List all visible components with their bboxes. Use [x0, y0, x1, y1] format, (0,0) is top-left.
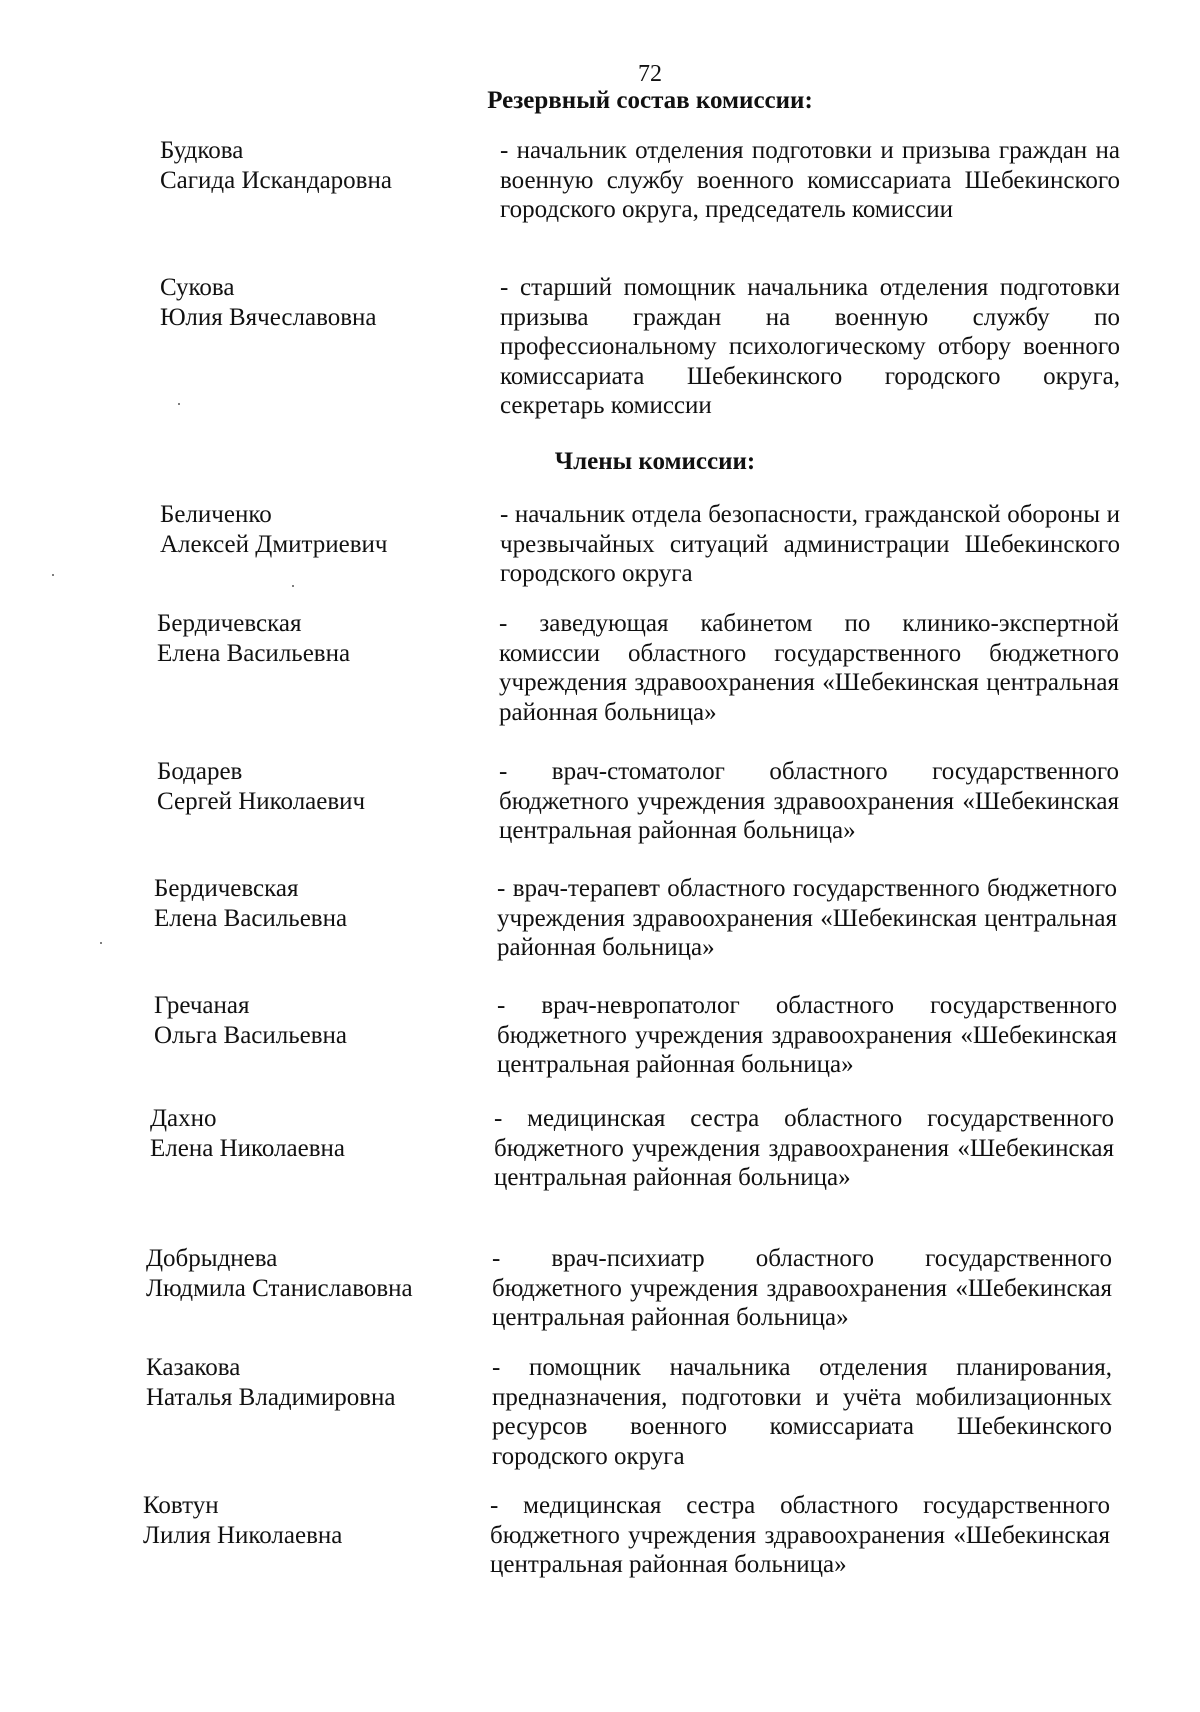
person-name	[146, 1244, 466, 1304]
person-name	[160, 500, 480, 560]
given-names: Сергей Николаевич	[157, 788, 366, 815]
given-names: Сагида Искандаровна	[160, 167, 392, 194]
person-name	[143, 1491, 463, 1551]
scan-speck	[52, 574, 54, 576]
given-names: Елена Васильевна	[157, 640, 351, 667]
position-description: - врач-терапевт областного государственного бюджетного учреждения здравоохранения «Шебекинская центральная районная больница»	[497, 875, 1117, 961]
surname: Бердичевская	[154, 875, 299, 902]
position-description: - заведующая кабинетом по клинико-экспертной комиссии областного государственного бюджетного учреждения здравоохранения «Шебекинская центральная районная больница»	[499, 610, 1119, 726]
person-name	[160, 273, 480, 333]
surname: Ковтун	[143, 1492, 219, 1519]
position-description: - врач-стоматолог областного государственного бюджетного учреждения здравоохранения «Шебекинская центральная районная больница»	[499, 758, 1119, 844]
surname: Беличенко	[160, 501, 272, 528]
surname: Бодарев	[157, 758, 243, 785]
given-names: Наталья Владимировна	[146, 1384, 396, 1411]
position-description: - медицинская сестра областного государственного бюджетного учреждения здравоохранения «Шебекинская центральная районная больница»	[494, 1105, 1114, 1191]
person-name	[157, 757, 477, 817]
scan-speck	[292, 585, 294, 587]
person-name	[150, 1104, 470, 1164]
person-name	[146, 1353, 466, 1413]
person-name	[154, 874, 474, 934]
surname: Казакова	[146, 1354, 241, 1381]
given-names: Лилия Николаевна	[143, 1522, 343, 1549]
scan-speck	[178, 403, 180, 405]
given-names: Юлия Вячеславовна	[160, 304, 377, 331]
page-number: 72	[638, 61, 662, 87]
given-names: Елена Николаевна	[150, 1135, 345, 1162]
position-description: - врач-невропатолог областного государственного бюджетного учреждения здравоохранения «Шебекинская центральная районная больница»	[497, 992, 1117, 1078]
given-names: Ольга Васильевна	[154, 1022, 348, 1049]
position-description: - начальник отдела безопасности, гражданской обороны и чрезвычайных ситуаций администрации Шебекинского городского округа	[500, 501, 1120, 587]
given-names: Алексей Дмитриевич	[160, 531, 388, 558]
reserve-heading: Резервный состав комиссии:	[487, 87, 813, 114]
given-names: Людмила Станиславовна	[146, 1275, 413, 1302]
person-name	[154, 991, 474, 1051]
surname: Добрыднева	[146, 1245, 278, 1272]
surname: Гречаная	[154, 992, 250, 1019]
position-description: - старший помощник начальника отделения подготовки призыва граждан на военную службу по профессиональному психологическому отбору военного комиссариата Шебекинского городского округа, секретарь комиссии	[500, 274, 1120, 419]
scan-speck	[100, 942, 102, 944]
position-description: - помощник начальника отделения планирования, предназначения, подготовки и учёта мобилизационных ресурсов военного комиссариата Шебекинского городского округа	[492, 1354, 1112, 1470]
surname: Сукова	[160, 274, 235, 301]
given-names: Елена Васильевна	[154, 905, 348, 932]
person-name	[157, 609, 477, 669]
surname: Будкова	[160, 137, 244, 164]
person-name	[160, 136, 480, 196]
surname: Дахно	[150, 1105, 217, 1132]
surname: Бердичевская	[157, 610, 302, 637]
position-description: - врач-психиатр областного государственного бюджетного учреждения здравоохранения «Шебекинская центральная районная больница»	[492, 1245, 1112, 1331]
members-heading: Члены комиссии:	[554, 448, 756, 475]
position-description: - начальник отделения подготовки и призыва граждан на военную службу военного комиссариата Шебекинского городского округа, председатель комиссии	[500, 137, 1120, 223]
position-description: - медицинская сестра областного государственного бюджетного учреждения здравоохранения «Шебекинская центральная районная больница»	[490, 1492, 1110, 1578]
